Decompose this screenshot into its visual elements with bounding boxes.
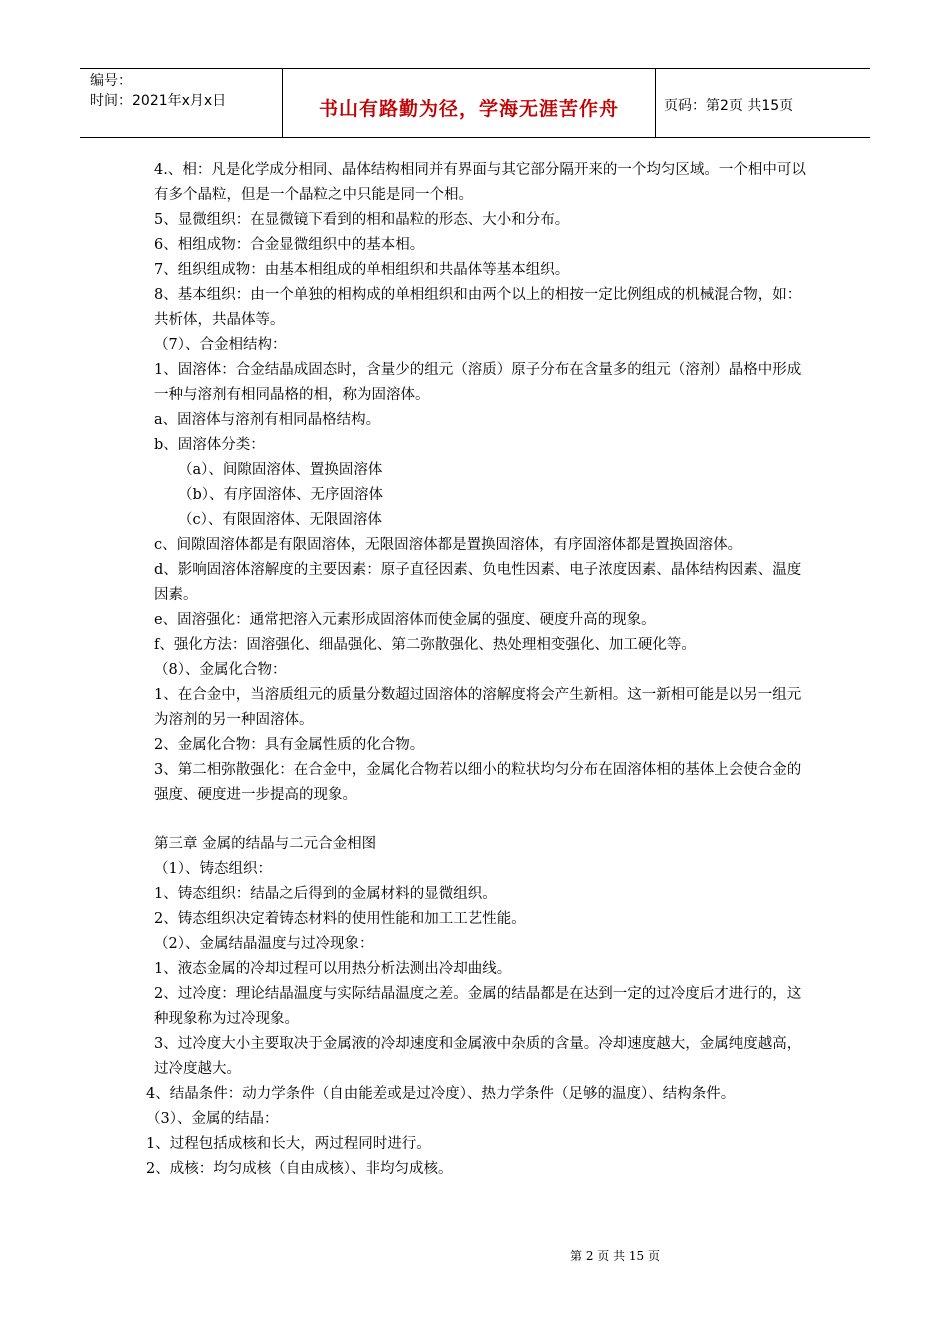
paragraph: （b）、有序固溶体、无序固溶体 <box>178 487 384 503</box>
paragraph: 3、过冷度大小主要取决于金属液的冷却速度和金属液中杂质的含量。冷却速度越大，金属纯度越高，过冷度越大。 <box>154 1036 802 1077</box>
paragraph: （a）、间隙固溶体、置换固溶体 <box>178 462 383 478</box>
paragraph: f、强化方法：固溶强化、细晶强化、第二弥散强化、热处理相变强化、加工硬化等。 <box>154 637 696 653</box>
paragraph: 1、固溶体：合金结晶成固态时，含量少的组元（溶质）原子分布在含量多的组元（溶剂）晶格中形成一种与溶剂有相同晶格的相，称为固溶体。 <box>154 362 802 403</box>
paragraph: 2、过冷度：理论结晶温度与实际结晶温度之差。金属的结晶都是在达到一定的过冷度后才进行的，这种现象称为过冷现象。 <box>154 986 802 1027</box>
header-motto: 书山有路勤为径，学海无涯苦作舟 <box>283 69 656 137</box>
paragraph: 8、基本组织：由一个单独的相构成的单相组织和由两个以上的相按一定比例组成的机械混合物，如：共析体，共晶体等。 <box>154 287 802 328</box>
paragraph: a、固溶体与溶剂有相同晶格结构。 <box>154 412 381 428</box>
header-page-info: 页码：第2页 共15页 <box>664 98 794 114</box>
blank-line <box>146 808 810 832</box>
paragraph: 2、成核：均匀成核（自由成核）、非均匀成核。 <box>146 1161 453 1177</box>
paragraph: （2）、金属结晶温度与过冷现象： <box>154 936 374 952</box>
paragraph: c、间隙固溶体都是有限固溶体，无限固溶体都是置换固溶体，有序固溶体都是置换固溶体。 <box>154 537 743 553</box>
paragraph: 4.、相：凡是化学成分相同、晶体结构相同并有界面与其它部分隔开来的一个均匀区域。一个相中可以有多个晶粒，但是一个晶粒之中只能是同一个相。 <box>154 162 806 203</box>
paragraph: 3、第二相弥散强化：在合金中，金属化合物若以细小的粒状均匀分布在固溶体相的基体上会使合金的强度、硬度进一步提高的现象。 <box>154 762 802 803</box>
header-meta <box>80 69 283 137</box>
time-label: 时间：2021年x月x日 <box>90 93 227 109</box>
paragraph: 第三章 金属的结晶与二元合金相图 <box>154 836 377 852</box>
paragraph: 1、在合金中，当溶质组元的质量分数超过固溶体的溶解度将会产生新相。这一新相可能是以另一组元为溶剂的另一种固溶体。 <box>154 687 802 728</box>
paragraph: 5、显微组织：在显微镜下看到的相和晶粒的形态、大小和分布。 <box>154 212 570 228</box>
paragraph: 2、金属化合物：具有金属性质的化合物。 <box>154 737 425 753</box>
paragraph: （c）、有限固溶体、无限固溶体 <box>178 512 382 528</box>
page-footer: 第 2 页 共 15 页 <box>570 1249 660 1263</box>
paragraph: （1）、铸态组织： <box>154 861 272 877</box>
document-header <box>80 68 870 138</box>
paragraph: 7、组织组成物：由基本相组成的单相组织和共晶体等基本组织。 <box>154 262 570 278</box>
paragraph: 4、结晶条件：动力学条件（自由能差或是过冷度）、热力学条件（足够的温度）、结构条件。 <box>146 1086 736 1102</box>
paragraph: b、固溶体分类： <box>154 437 265 453</box>
paragraph: 6、相组成物：合金显微组织中的基本相。 <box>154 237 425 253</box>
paragraph: （8）、金属化合物： <box>154 662 287 678</box>
paragraph: （3）、金属的结晶： <box>146 1111 279 1127</box>
document-body <box>146 158 810 1182</box>
paragraph: 1、过程包括成核和长大，两过程同时进行。 <box>146 1136 431 1152</box>
paragraph: e、固溶强化：通常把溶入元素形成固溶体而使金属的强度、硬度升高的现象。 <box>154 612 656 628</box>
paragraph: 1、液态金属的冷却过程可以用热分析法测出冷却曲线。 <box>154 961 512 977</box>
paragraph: 2、铸态组织决定着铸态材料的使用性能和加工工艺性能。 <box>154 911 526 927</box>
number-label: 编号： <box>90 73 132 89</box>
paragraph: d、影响固溶体溶解度的主要因素：原子直径因素、负电性因素、电子浓度因素、晶体结构因素、温度因素。 <box>154 562 802 603</box>
paragraph: 1、铸态组织：结晶之后得到的金属材料的显微组织。 <box>154 886 497 902</box>
paragraph: （7）、合金相结构： <box>154 337 287 353</box>
